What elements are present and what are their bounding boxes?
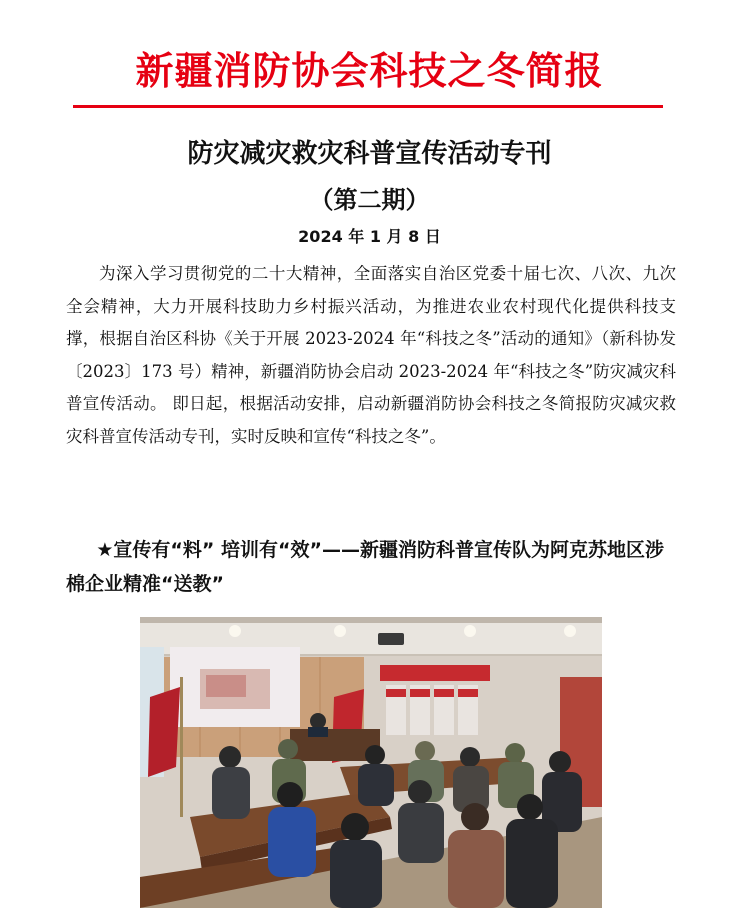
training-photo bbox=[140, 617, 602, 908]
special-issue-title: 防灾减灾救灾科普宣传活动专刊 bbox=[187, 139, 552, 169]
issue-date: 2024 年 1 月 8 日 bbox=[298, 227, 441, 246]
intro-paragraph: 为深入学习贯彻党的二十大精神，全面落实自治区党委十届七次、八次、九次全会精神，大力开展科技助力乡村振兴活动，为推进农业农村现代化提供科技支撑，根据自治区科协《关于开展 2023-2024 年“科技之冬”活动的通知》（新科协发〔2023〕173 号）精神，新疆消防协会启动 2023-2024 年“科技之冬”防灾减灾科普宣传活动。 即日起，根据活动安排，启动新疆消防协会科技之冬简报防灾减灾救灾科普宣传活动专刊，实时反映和宣传“科技之冬”。 bbox=[66, 264, 676, 446]
training-room-photo bbox=[140, 617, 602, 908]
article-headline: ★宣传有“料” 培训有“效”——新疆消防科普宣传队为阿克苏地区涉棉企业精准“送教” bbox=[66, 539, 664, 595]
masthead-divider bbox=[73, 105, 663, 108]
masthead-title: 新疆消防协会科技之冬简报 bbox=[135, 49, 604, 93]
issue-number: （第二期） bbox=[309, 186, 430, 214]
